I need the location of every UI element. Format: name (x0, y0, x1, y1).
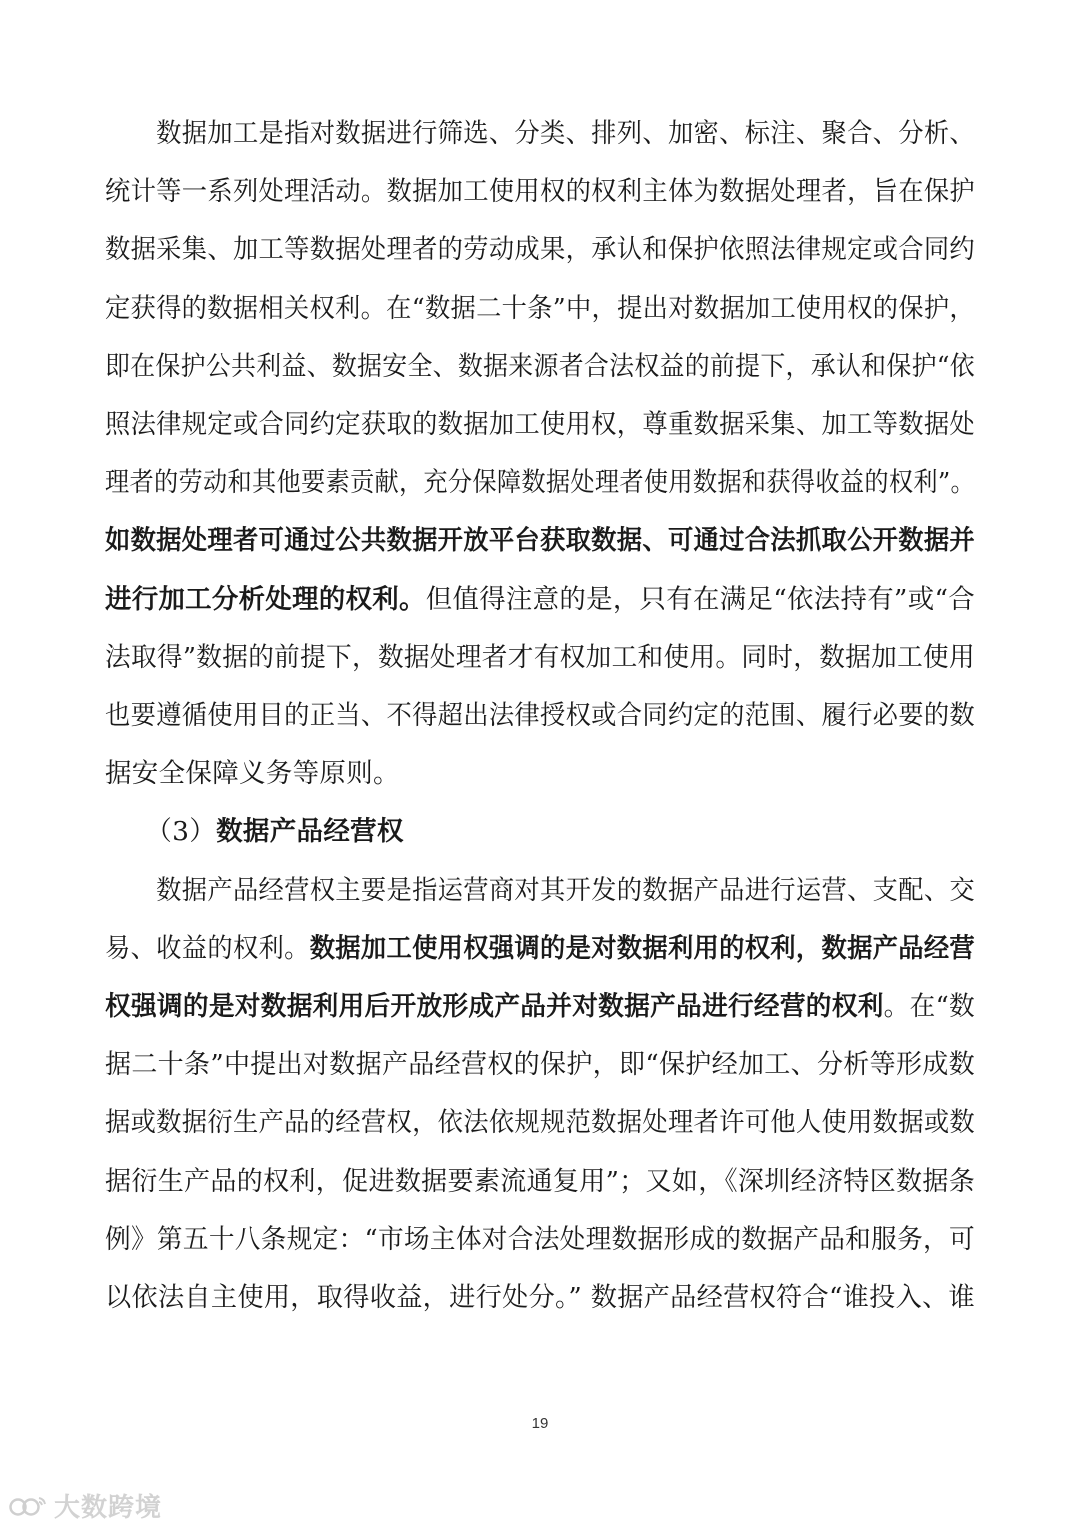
text-run: 理者的劳动和其他要素贡献，充分保障数据处理者使用数据和获得收益的权利”。 (105, 467, 975, 499)
text-run: 数据加工是指对数据进行筛选、分类、排列、加密、标注、聚合、分析、 (105, 118, 976, 149)
bold-text-run: 数据产品经营权 (216, 816, 404, 848)
text-line (105, 873, 975, 909)
text-line (105, 1222, 975, 1258)
text-run: 。在“数 (883, 991, 975, 1022)
text-line (105, 1105, 975, 1141)
text-line (105, 989, 975, 1025)
text-run: 法取得”数据的前提下，数据处理者才有权加工和使用。同时，数据加工使用 (105, 641, 975, 673)
text-run: 即在保护公共利益、数据安全、数据来源者合法权益的前提下，承认和保护“依 (105, 350, 976, 382)
weibo-logo-icon (8, 1494, 48, 1518)
text-run: 据安全保障义务等原则。 (105, 758, 400, 790)
bold-text-run: 进行加工分析处理的权利。 (105, 583, 426, 615)
text-line (105, 523, 975, 559)
text-line (105, 232, 975, 268)
text-line (105, 814, 404, 850)
text-line (105, 756, 400, 792)
bold-text-run: 权强调的是对数据利用后开放形成产品并对数据产品进行经营的权利 (105, 991, 884, 1022)
text-run: 据二十条”中提出对数据产品经营权的保护，即“保护经加工、分析等形成数 (105, 1049, 975, 1081)
text-run: 统计等一系列处理活动。数据加工使用权的权利主体为数据处理者，旨在保护 (105, 176, 976, 208)
text-line (105, 465, 975, 501)
text-line (105, 349, 975, 385)
text-line (105, 698, 975, 734)
text-run: 以依法自主使用，取得收益，进行处分。” 数据产品经营权符合“谁投入、谁 (105, 1282, 976, 1313)
text-line (105, 640, 975, 676)
text-line (105, 174, 975, 210)
watermark-text: 大数跨境 (54, 1493, 163, 1523)
text-run: 照法律规定或合同约定获取的数据加工使用权，尊重数据采集、加工等数据处 (105, 409, 976, 440)
text-run: 据衍生产品的权利，促进数据要素流通复用”；又如，《深圳经济特区数据条 (105, 1165, 976, 1197)
text-run: 也要遵循使用目的正当、不得超出法律授权或合同约定的范围、履行必要的数 (105, 700, 976, 731)
text-run: 据或数据衍生产品的经营权，依法依规规范数据处理者许可他人使用数据或数 (105, 1107, 976, 1139)
text-line (105, 931, 975, 967)
watermark (8, 1487, 162, 1524)
text-line (105, 291, 975, 327)
text-run: 数据产品经营权主要是指运营商对其开发的数据产品进行运营、支配、交 (105, 874, 976, 906)
text-line (105, 1047, 975, 1083)
text-line (105, 116, 975, 152)
bold-text-run: 数据加工使用权强调的是对数据利用的权利，数据产品经营 (309, 932, 976, 964)
text-run: 例》第五十八条规定：“市场主体对合法处理数据形成的数据产品和服务，可 (105, 1223, 975, 1255)
text-run: 易、收益的权利。 (105, 932, 310, 964)
page-number: 19 (531, 1415, 549, 1432)
text-run: 数据采集、加工等数据处理者的劳动成果，承认和保护依照法律规定或合同约 (105, 234, 976, 266)
text-line (105, 407, 975, 443)
text-line (105, 1164, 975, 1200)
bold-text-run: 如数据处理者可通过公共数据开放平台获取数据、可通过合法抓取公开数据并 (105, 525, 976, 557)
text-run: 但值得注意的是，只有在满足“依法持有”或“合 (425, 583, 976, 615)
text-line (105, 582, 975, 618)
text-run: （3） (105, 816, 217, 848)
text-line (105, 1280, 975, 1316)
text-run: 定获得的数据相关权利。在“数据二十条”中，提出对数据加工使用权的保护， (105, 292, 975, 324)
